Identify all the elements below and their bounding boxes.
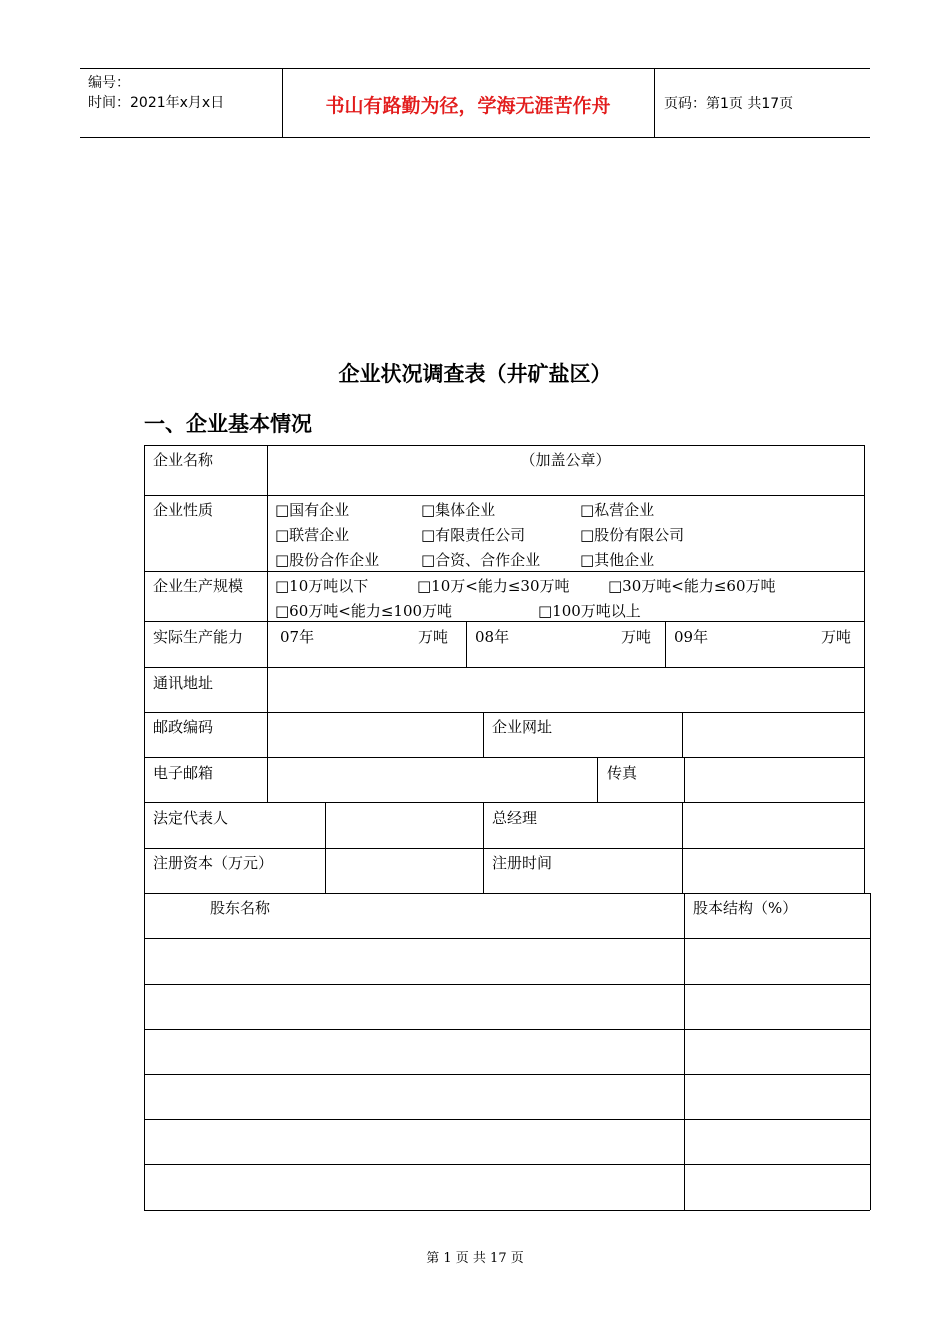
table-row-line xyxy=(144,1119,870,1120)
scale-option[interactable]: □10万<能力≤30万吨 xyxy=(417,577,570,595)
scale-option[interactable]: □60万吨<能力≤100万吨 xyxy=(275,602,453,620)
page-header xyxy=(80,68,870,138)
capacity-year: 09年 xyxy=(674,628,709,646)
capacity-year: 07年 xyxy=(280,628,315,646)
table-row-line xyxy=(144,1164,870,1165)
table-row-line xyxy=(144,984,870,985)
form-row-line xyxy=(144,495,864,496)
company-name-label: 企业名称 xyxy=(153,451,214,469)
form-col-line xyxy=(466,621,467,667)
table-row-line xyxy=(144,938,870,939)
capacity-unit: 万吨 xyxy=(621,628,652,646)
capacity-unit: 万吨 xyxy=(418,628,449,646)
form-border xyxy=(870,893,871,1210)
scale-label: 企业生产规模 xyxy=(153,577,244,595)
header-motto: 书山有路勤为径，学海无涯苦作舟 xyxy=(325,95,611,117)
form-row-line xyxy=(144,893,870,894)
form-row-line xyxy=(144,712,864,713)
form-col-line xyxy=(597,757,598,802)
page-footer: 第 1 页 共 17 页 xyxy=(426,1251,524,1266)
form-col-line xyxy=(684,757,685,802)
form-row-line xyxy=(144,621,864,622)
form-row-line xyxy=(144,667,864,668)
form-row-line xyxy=(144,757,864,758)
scale-option[interactable]: □30万吨<能力≤60万吨 xyxy=(608,577,776,595)
gm-label: 总经理 xyxy=(492,809,538,827)
nature-option[interactable]: □私营企业 xyxy=(580,501,655,519)
website-label: 企业网址 xyxy=(492,718,553,736)
form-col-line xyxy=(267,445,268,802)
header-page-info: 页码：第1页 共17页 xyxy=(664,96,794,112)
form-col-line xyxy=(483,712,484,757)
form-border xyxy=(864,445,865,893)
legal-rep-label: 法定代表人 xyxy=(153,809,229,827)
email-label: 电子邮箱 xyxy=(153,764,214,782)
section-title: 一、企业基本情况 xyxy=(144,411,312,436)
nature-option[interactable]: □合资、合作企业 xyxy=(421,551,541,569)
capacity-unit: 万吨 xyxy=(821,628,852,646)
nature-option[interactable]: □集体企业 xyxy=(421,501,496,519)
table-row-line xyxy=(144,1029,870,1030)
capacity-label: 实际生产能力 xyxy=(153,628,244,646)
scale-option[interactable]: □10万吨以下 xyxy=(275,577,369,595)
document-title: 企业状况调查表（井矿盐区） xyxy=(338,361,612,386)
form-col-line xyxy=(665,621,666,667)
form-border xyxy=(144,445,145,1210)
postcode-label: 邮政编码 xyxy=(153,718,214,736)
nature-label: 企业性质 xyxy=(153,501,214,519)
number-label: 编号： xyxy=(88,75,130,91)
form-row-line xyxy=(144,571,864,572)
table-col-line xyxy=(684,893,685,1210)
table-row-line xyxy=(144,1074,870,1075)
form-row-line xyxy=(144,848,864,849)
reg-time-label: 注册时间 xyxy=(492,854,553,872)
nature-option[interactable]: □股份合作企业 xyxy=(275,551,380,569)
nature-option[interactable]: □联营企业 xyxy=(275,526,350,544)
form-col-line xyxy=(682,712,683,757)
header-meta xyxy=(88,73,224,113)
nature-option[interactable]: □有限责任公司 xyxy=(421,526,526,544)
nature-option[interactable]: □国有企业 xyxy=(275,501,350,519)
form-col-line xyxy=(682,802,683,893)
capacity-year: 08年 xyxy=(475,628,510,646)
form-border xyxy=(144,445,864,446)
address-label: 通讯地址 xyxy=(153,674,214,692)
capital-label: 注册资本（万元） xyxy=(153,854,274,872)
form-col-line xyxy=(325,802,326,893)
header-divider xyxy=(654,69,655,137)
scale-option[interactable]: □100万吨以上 xyxy=(538,602,641,620)
shareholder-name-header: 股东名称 xyxy=(210,899,271,917)
form-border xyxy=(144,1210,870,1211)
fax-label: 传真 xyxy=(607,764,638,782)
form-col-line xyxy=(483,802,484,893)
seal-note: （加盖公章） xyxy=(520,451,611,469)
share-structure-header: 股本结构（%） xyxy=(693,899,798,917)
time-label: 时间：2021年x月x日 xyxy=(88,95,225,111)
nature-option[interactable]: □股份有限公司 xyxy=(580,526,685,544)
form-row-line xyxy=(144,802,864,803)
nature-option[interactable]: □其他企业 xyxy=(580,551,655,569)
